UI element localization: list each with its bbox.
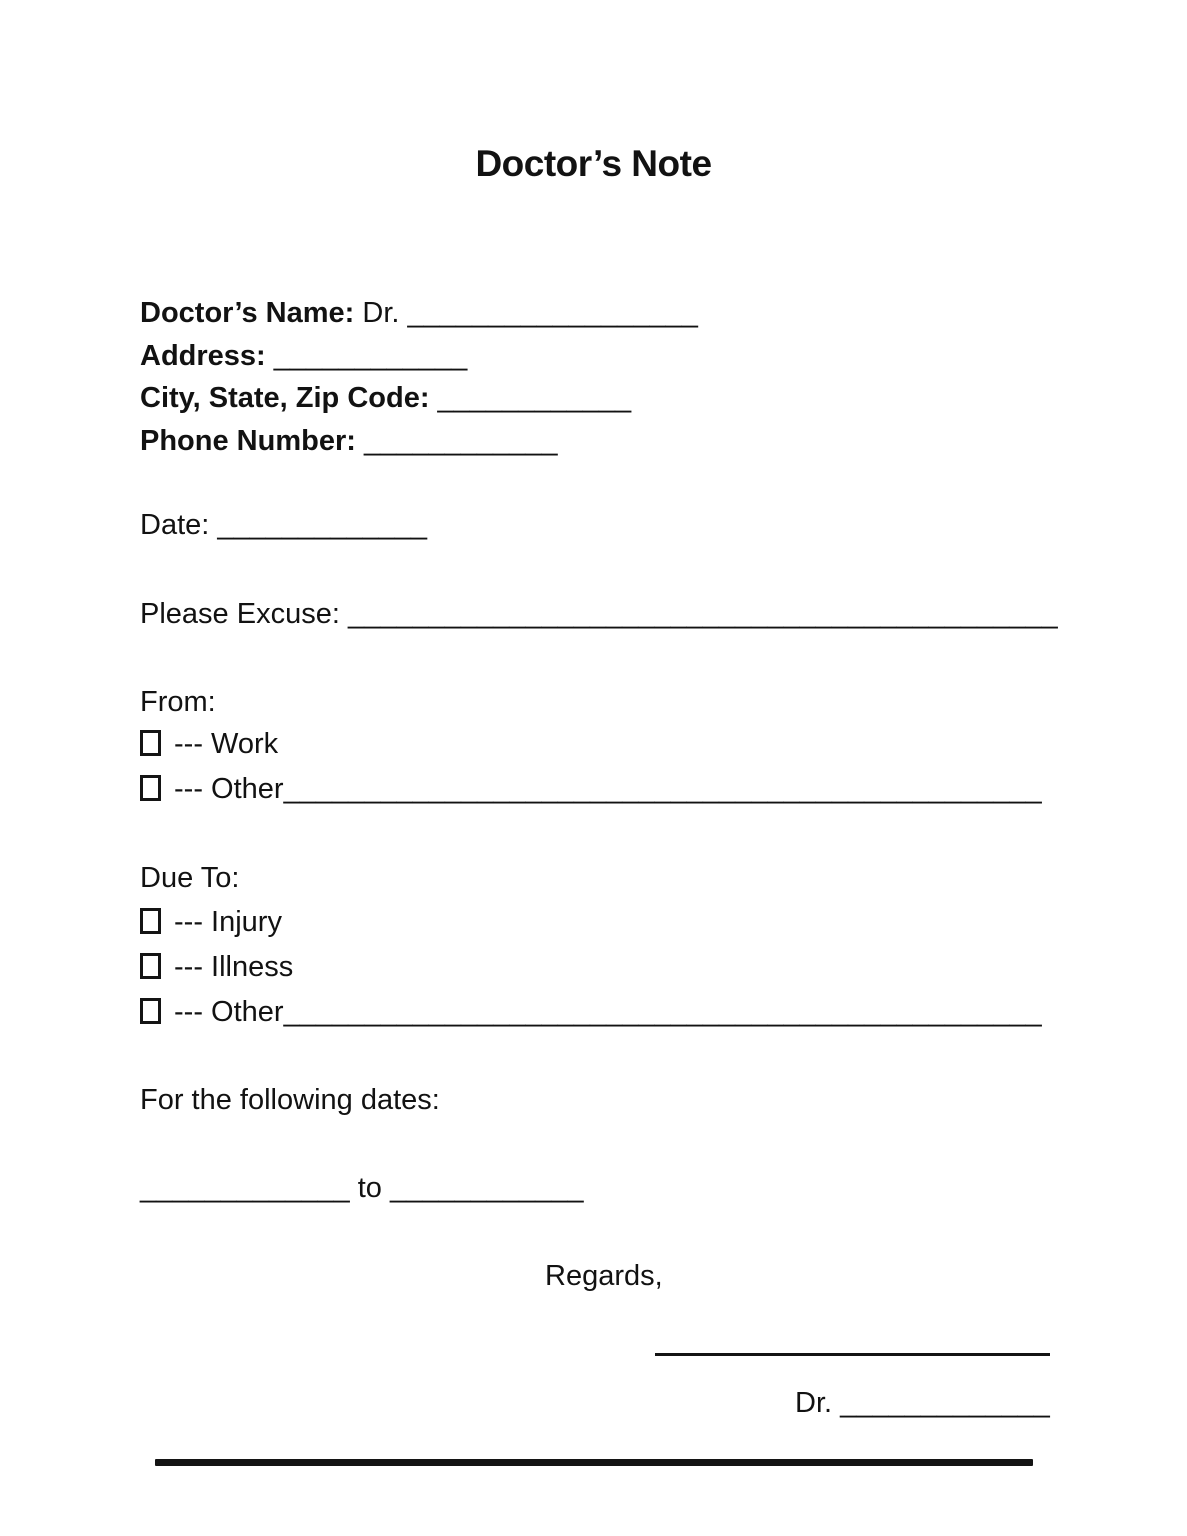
from-other-option-label: --- Other bbox=[174, 773, 284, 805]
illness-checkbox[interactable] bbox=[140, 953, 161, 979]
injury-option-label: --- Injury bbox=[174, 906, 282, 938]
from-option-work bbox=[140, 727, 278, 762]
doctor-name-label: Doctor’s Name: bbox=[140, 297, 355, 329]
doctor-name-prefix: Dr. bbox=[362, 297, 400, 329]
work-option-label: --- Work bbox=[174, 728, 279, 760]
injury-checkbox[interactable] bbox=[140, 908, 161, 934]
due-to-other-checkbox[interactable] bbox=[140, 998, 161, 1024]
from-option-other bbox=[140, 772, 1042, 807]
signature-line[interactable] bbox=[655, 1353, 1050, 1356]
due-to-option-illness bbox=[140, 950, 293, 985]
doctor-name-blank[interactable]: __________________ bbox=[407, 297, 698, 329]
doctor-signature-blank[interactable]: _____________ bbox=[840, 1387, 1050, 1419]
from-section-label: From: bbox=[140, 686, 216, 718]
city-state-zip-field bbox=[140, 381, 631, 416]
phone-blank[interactable]: ____________ bbox=[363, 425, 558, 457]
excuse-field bbox=[140, 597, 1058, 632]
date-range-start-blank[interactable]: _____________ bbox=[140, 1172, 350, 1204]
date-range-end-blank[interactable]: ____________ bbox=[389, 1172, 584, 1204]
phone-label: Phone Number: bbox=[140, 425, 356, 457]
work-checkbox[interactable] bbox=[140, 730, 161, 756]
date-range-field bbox=[140, 1171, 584, 1206]
due-to-option-other bbox=[140, 995, 1042, 1030]
due-to-option-injury bbox=[140, 905, 282, 940]
city-state-zip-label: City, State, Zip Code: bbox=[140, 382, 430, 414]
city-state-zip-blank[interactable]: ____________ bbox=[437, 382, 632, 414]
address-label: Address: bbox=[140, 340, 266, 372]
date-label: Date: bbox=[140, 509, 210, 541]
address-field bbox=[140, 339, 467, 374]
date-range-connector: to bbox=[357, 1172, 382, 1204]
from-other-blank[interactable]: _______________________________________________ bbox=[283, 773, 1042, 805]
following-dates-label: For the following dates: bbox=[140, 1084, 440, 1116]
doctor-name-field bbox=[140, 296, 698, 331]
due-to-section-label: Due To: bbox=[140, 862, 240, 894]
phone-field bbox=[140, 424, 558, 459]
excuse-label: Please Excuse: bbox=[140, 598, 340, 630]
illness-option-label: --- Illness bbox=[174, 951, 294, 983]
due-to-other-blank[interactable]: _______________________________________________ bbox=[283, 996, 1042, 1028]
doctor-signature-field bbox=[795, 1386, 1050, 1421]
date-field bbox=[140, 508, 427, 543]
document-title: Doctor’s Note bbox=[475, 143, 712, 184]
due-to-other-option-label: --- Other bbox=[174, 996, 284, 1028]
from-other-checkbox[interactable] bbox=[140, 775, 161, 801]
date-blank[interactable]: _____________ bbox=[217, 509, 428, 541]
address-blank[interactable]: ____________ bbox=[273, 340, 468, 372]
excuse-blank[interactable]: ____________________________________________ bbox=[347, 598, 1058, 630]
bottom-divider-rule bbox=[155, 1459, 1033, 1466]
regards-text: Regards, bbox=[545, 1260, 663, 1292]
doctor-signature-prefix: Dr. bbox=[795, 1387, 833, 1419]
